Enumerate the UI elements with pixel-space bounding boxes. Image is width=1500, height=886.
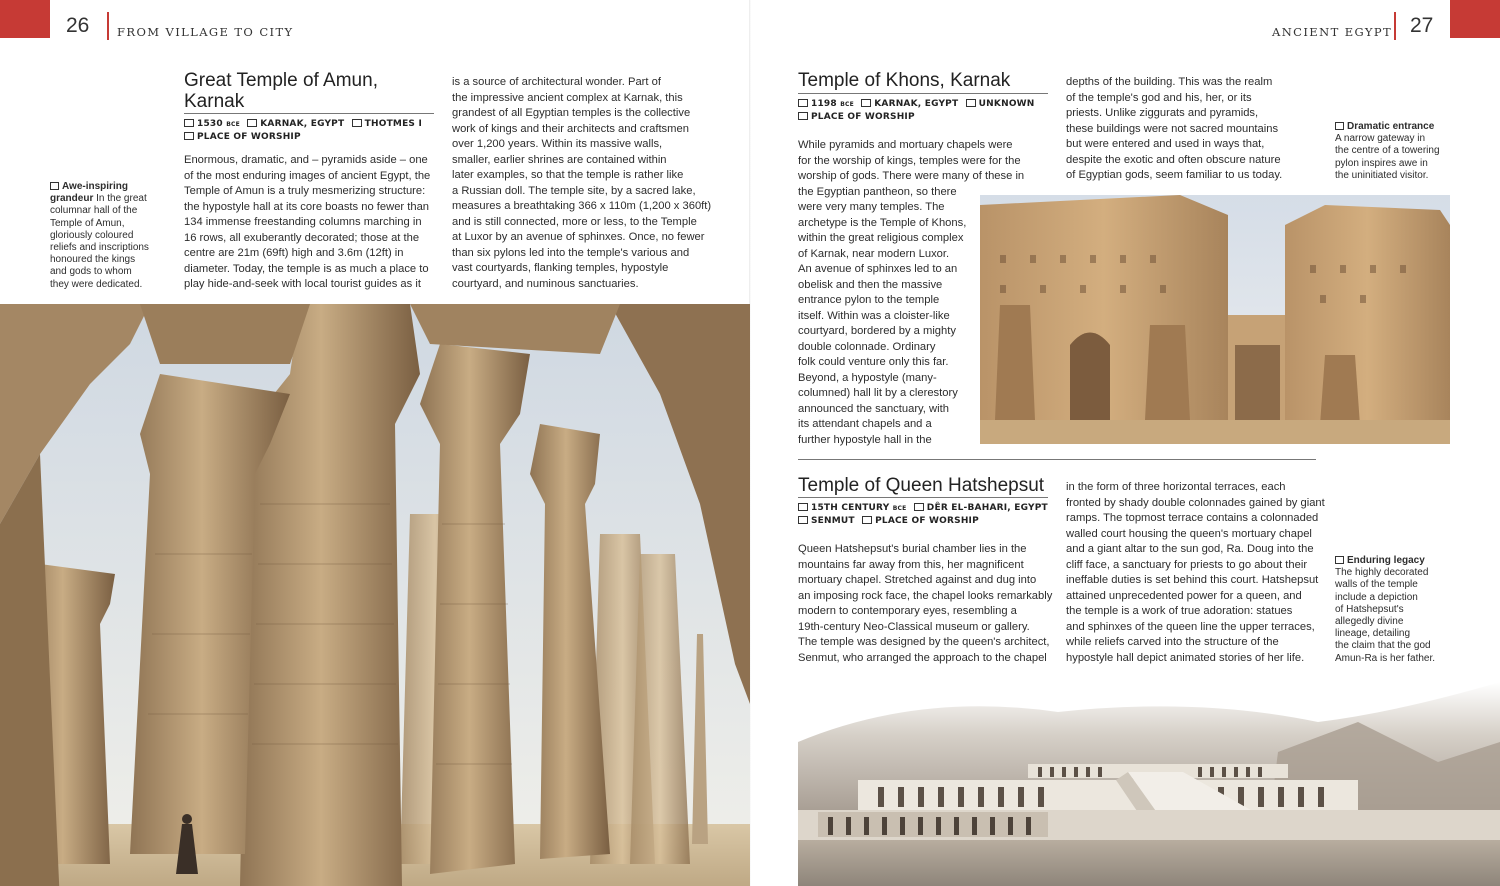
text-line: smaller, earlier shrines are contained within	[452, 153, 667, 166]
text-line: mountains far away from this, her magnificent	[798, 558, 1024, 571]
caption-line: include a depiction	[1335, 591, 1418, 603]
text-line: were very many temples. The	[798, 201, 945, 213]
temple-icon	[184, 132, 194, 140]
caption-line: the centre of a towering	[1335, 145, 1440, 157]
caption-line: Amun-Ra is her father.	[1335, 652, 1436, 664]
text-line: ineffable duties is set behind this court. Hatshepsut	[1066, 574, 1319, 586]
fact-type: PLACE OF WORSHIP	[811, 112, 915, 122]
running-head-right: ANCIENT EGYPT	[1272, 25, 1393, 39]
text-line: worship of gods. There were many of these in	[798, 170, 1025, 182]
text-line: in the form of three horizontal terraces, each	[1066, 481, 1286, 493]
architect-icon	[966, 99, 976, 107]
text-line: the temple is a work of true adoration: statues	[1066, 605, 1293, 617]
caption-line: the uninitiated visitor.	[1335, 169, 1429, 181]
text-line: Queen Hatshepsut's burial chamber lies in the	[798, 543, 1027, 555]
amun-title-line: Karnak	[184, 91, 245, 112]
text-line: further hypostyle hall in the	[798, 433, 932, 446]
caption-line: A narrow gateway in	[1335, 133, 1426, 145]
caption-line: In the great	[96, 193, 147, 205]
text-line: obelisk and then the massive	[798, 278, 943, 291]
caption-line: lineage, detailing	[1335, 628, 1411, 640]
text-line: announced the sanctuary, with	[798, 402, 949, 415]
text-line: of Karnak, near modern Luxor.	[798, 247, 950, 260]
fact-type: PLACE OF WORSHIP	[875, 516, 979, 526]
hatshepsut-title: Temple of Queen Hatshepsut	[798, 475, 1045, 496]
caption-line: honoured the kings	[50, 254, 136, 266]
text-line: despite the exotic and often obscure nature	[1066, 153, 1281, 166]
location-icon	[247, 119, 257, 127]
temple-icon	[798, 112, 808, 120]
hatshepsut-caption	[1335, 555, 1460, 665]
text-line: work of kings and their architects and craftsmen	[452, 122, 689, 135]
text-line: grandest of all Egyptian temples is the collective	[452, 107, 691, 119]
text-line: later examples, so that the temple is rather like	[452, 169, 684, 181]
text-line: these buildings were not sacred mountains	[1066, 122, 1279, 135]
text-line: and a giant altar to the sun god, Ra. Doug into the	[1066, 543, 1314, 555]
fact-location: KARNAK, EGYPT	[874, 99, 959, 109]
fact-location: KARNAK, EGYPT	[260, 119, 345, 129]
text-line: depths of the building. This was the realm	[1066, 76, 1273, 88]
khons-title: Temple of Khons, Karnak	[798, 70, 1011, 91]
text-line: columned) hall lit by a clerestory	[798, 387, 958, 399]
architect-icon	[352, 119, 362, 127]
text-line: is a source of architectural wonder. Part of	[452, 76, 661, 88]
text-line: at Luxor by an avenue of sphinxes. Once, no fewer	[452, 231, 705, 243]
caption-line: walls of the temple	[1335, 579, 1418, 591]
text-line: hypostyle hall depict animated stories of her life.	[1066, 651, 1305, 664]
hatshepsut-facts	[798, 502, 1058, 527]
text-line: Senmut, who arranged the approach to the chapel	[798, 651, 1047, 664]
text-line: fronted by shady double colonnades gained by giant	[1066, 496, 1325, 509]
text-line: While pyramids and mortuary chapels were	[798, 139, 1013, 151]
clock-icon	[184, 119, 194, 127]
fact-era: BCE	[892, 505, 907, 512]
text-line: of the temple's god and his, her, or its	[1066, 91, 1252, 104]
architect-icon	[798, 516, 808, 524]
khons-title-rule	[798, 93, 1048, 94]
hatshepsut-body-col1	[798, 542, 1058, 666]
hatshepsut-temple-photo	[798, 672, 1500, 886]
text-line: than six pylons led into the temple's various and	[452, 246, 690, 259]
amun-title-rule	[184, 113, 434, 114]
caption-line: of Hatshepsut's	[1335, 603, 1404, 615]
text-line: double colonnade. Ordinary	[798, 340, 936, 353]
caption-title: Enduring legacy	[1347, 555, 1425, 566]
caption-line: reliefs and inscriptions	[50, 242, 149, 254]
page-tab-left	[0, 0, 50, 38]
amun-title-line: Great Temple of Amun,	[184, 70, 378, 91]
text-line: 19th-century Neo-Classical museum or gallery.	[798, 620, 1030, 633]
amun-caption	[50, 181, 168, 291]
page-number-right: 27	[1410, 14, 1434, 37]
text-line: measures a breathtaking 366 x 110m (1,200 x 360ft)	[452, 200, 712, 212]
amun-body-col1	[184, 153, 446, 293]
text-line: archetype is the Temple of Khons,	[798, 216, 967, 229]
khons-caption	[1335, 121, 1460, 182]
clock-icon	[798, 99, 808, 107]
text-line: 16 rows, all exuberantly decorated; those at the	[184, 231, 420, 244]
hatshepsut-title-rule	[798, 497, 1048, 498]
caption-line: columnar hall of the	[50, 205, 138, 217]
fact-era: BCE	[840, 101, 854, 108]
text-line: of the most enduring images of ancient Egypt, the	[184, 169, 431, 182]
hypostyle-hall-photo	[0, 304, 750, 886]
amun-facts	[184, 118, 444, 143]
fact-location: DÊR EL-BAHARI, EGYPT	[926, 503, 1048, 513]
text-line: Beyond, a hypostyle (many-	[798, 371, 937, 384]
text-line: 134 immense freestanding columns marching in	[184, 216, 422, 228]
text-line: cliff face, a sanctuary for priests to go about their	[1066, 558, 1308, 571]
text-line: itself. Within was a cloister-like	[798, 309, 950, 322]
running-head-left: FROM VILLAGE TO CITY	[117, 25, 294, 39]
text-line: An avenue of sphinxes led to an	[798, 263, 958, 275]
hatshepsut-body-col2	[1066, 480, 1326, 666]
caption-line: they were dedicated.	[50, 278, 143, 290]
amun-title	[184, 70, 378, 112]
khons-body-col2	[1066, 75, 1316, 184]
text-line: priests. Unlike ziggurats and pyramids,	[1066, 107, 1259, 119]
text-line: for the worship of kings, temples were for the	[798, 154, 1021, 167]
text-line: the Egyptian pantheon, so there	[798, 185, 957, 198]
text-line: play hide-and-seek with local tourist guides as it	[184, 278, 421, 290]
text-line: an imposing rock face, the chapel looks remarkably	[798, 589, 1053, 602]
text-line: and sphinxes of the queen line the upper terraces,	[1066, 620, 1315, 633]
header-rule-right	[1394, 12, 1396, 40]
text-line: but were entered and used in ways that,	[1066, 138, 1265, 150]
fact-builder: UNKNOWN	[978, 99, 1035, 109]
caption-line: pylon inspires awe in	[1335, 157, 1428, 169]
text-line: courtyard, and numinous sanctuaries.	[452, 277, 639, 290]
camera-icon	[1335, 122, 1344, 130]
text-line: the impressive ancient complex at Karnak, this	[452, 91, 683, 104]
caption-line: and gods to whom	[50, 266, 132, 278]
text-line: mortuary chapel. Stretched against and dug into	[798, 574, 1037, 586]
amun-body-col2	[452, 75, 712, 292]
text-line: attained unprecedented power for a queen, and	[1066, 589, 1302, 602]
caption-title: Dramatic entrance	[1347, 121, 1435, 132]
text-line: courtyard, bordered by a mighty	[798, 325, 956, 337]
temple-icon	[862, 516, 872, 524]
caption-title: grandeur	[50, 193, 94, 205]
camera-icon	[50, 182, 59, 190]
page-tab-right	[1450, 0, 1500, 38]
khons-pylon-photo	[980, 195, 1450, 444]
text-line: walled court housing the queen's mortuary chapel	[1066, 527, 1312, 540]
fact-builder: THOTMES I	[364, 119, 423, 129]
caption-line: The highly decorated	[1335, 567, 1429, 579]
clock-icon	[798, 503, 808, 511]
section-divider	[798, 459, 1316, 460]
text-line: Temple of Amun is a truly mesmerizing structure:	[184, 185, 426, 197]
text-line: and is still connected, more or less, to the Temple	[452, 215, 697, 228]
location-icon	[861, 99, 871, 107]
fact-type: PLACE OF WORSHIP	[197, 132, 301, 142]
text-line: over 1,200 years. Within its massive walls,	[452, 138, 663, 150]
location-icon	[914, 503, 924, 511]
text-line: modern to contemporary eyes, resembling a	[798, 605, 1017, 617]
text-line: folk could venture only this far.	[798, 356, 949, 368]
text-line: the hypostyle hall at its core boasts no fewer than	[184, 200, 430, 213]
fact-date: 15TH CENTURY	[811, 503, 890, 513]
fact-date: 1530	[197, 119, 223, 129]
text-line: of Egyptian gods, seem familiar to us today.	[1066, 169, 1283, 181]
text-line: ramps. The topmost terrace contains a colonnaded	[1066, 512, 1319, 524]
text-line: The temple was designed by the queen's architect,	[798, 636, 1050, 648]
page-number-left: 26	[66, 14, 90, 37]
text-line: its attendant chapels and a	[798, 418, 932, 430]
fact-era: BCE	[226, 121, 240, 128]
fact-builder: SENMUT	[811, 516, 855, 526]
text-line: vast courtyards, flanking temples, hypostyle	[452, 262, 669, 274]
caption-line: Temple of Amun,	[50, 217, 125, 229]
text-line: Enormous, dramatic, and – pyramids aside – one	[184, 154, 428, 166]
header-rule-left	[107, 12, 109, 40]
khons-facts	[798, 98, 1058, 123]
fact-date: 1198	[811, 99, 837, 109]
caption-line: gloriously coloured	[50, 229, 134, 241]
text-line: a Russian doll. The temple site, by a sacred lake,	[452, 184, 696, 197]
text-line: while reliefs carved into the structure of the	[1066, 636, 1279, 648]
caption-line: the claim that the god	[1335, 640, 1431, 652]
caption-line: allegedly divine	[1335, 616, 1404, 628]
text-line: within the great religious complex	[798, 232, 964, 244]
text-line: centre are 21m (69ft) high and 3.6m (12ft) in	[184, 247, 404, 259]
caption-title: Awe-inspiring	[62, 181, 128, 192]
camera-icon	[1335, 556, 1344, 564]
text-line: diameter. Today, the temple is as much a place to	[184, 262, 429, 275]
text-line: entrance pylon to the temple	[798, 294, 940, 306]
